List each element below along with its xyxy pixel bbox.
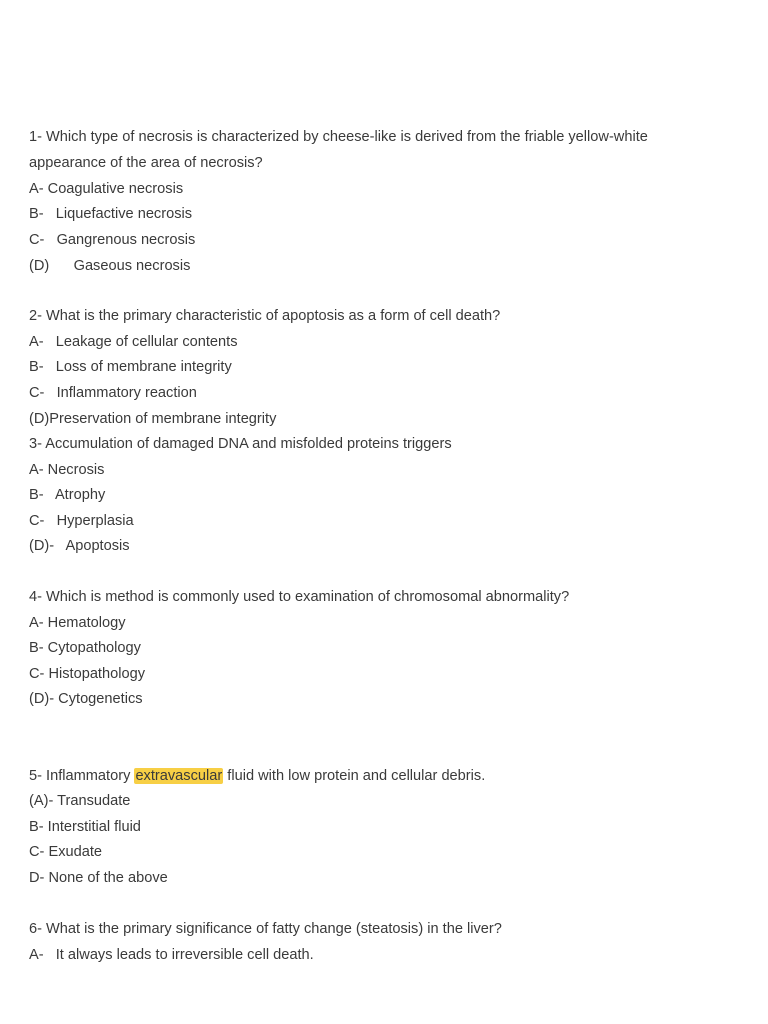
question-4-option-c: C- Histopathology [29, 666, 145, 682]
question-2-option-c: C- Inflammatory reaction [29, 385, 197, 401]
question-1-option-c: C- Gangrenous necrosis [29, 232, 196, 248]
question-4-option-a: A- Hematology [29, 615, 126, 631]
question-4-option-b: B- Cytopathology [29, 640, 141, 656]
question-5-stem [29, 767, 485, 785]
question-5-option-d: D- None of the above [29, 870, 168, 886]
question-6-option-a: A- It always leads to irreversible cell death. [29, 947, 314, 963]
question-4-stem: 4- Which is method is commonly used to examination of chromosomal abnormality? [29, 589, 570, 605]
question-3-option-c: C- Hyperplasia [29, 513, 134, 529]
question-3-option-b: B- Atrophy [29, 487, 106, 503]
question-2-option-a: A- Leakage of cellular contents [29, 334, 238, 350]
question-1-option-b: B- Liquefactive necrosis [29, 206, 193, 222]
question-1-stem-line-1: 1- Which type of necrosis is characterized by cheese-like is derived from the friable yellow-white [29, 129, 648, 145]
question-1-option-a: A- Coagulative necrosis [29, 181, 184, 197]
question-5-stem-after: fluid with low protein and cellular debris. [223, 768, 486, 784]
question-2-option-b: B- Loss of membrane integrity [29, 359, 232, 375]
question-3-option-a: A- Necrosis [29, 462, 105, 478]
question-5-stem-before: 5- Inflammatory [29, 768, 135, 784]
question-3-stem: 3- Accumulation of damaged DNA and misfolded proteins triggers [29, 436, 452, 452]
question-4-option-d: (D)- Cytogenetics [29, 691, 143, 707]
question-2-option-d: (D)Preservation of membrane integrity [29, 411, 277, 427]
question-1-stem-line-2: appearance of the area of necrosis? [29, 155, 263, 171]
question-3-option-d: (D)- Apoptosis [29, 538, 130, 554]
question-5-option-c: C- Exudate [29, 844, 103, 860]
highlighted-text: extravascular [135, 768, 223, 784]
question-5-option-b: B- Interstitial fluid [29, 819, 141, 835]
question-1-option-d: (D) Gaseous necrosis [29, 258, 191, 274]
question-6-stem: 6- What is the primary significance of fatty change (steatosis) in the liver? [29, 921, 502, 937]
question-5-option-a: (A)- Transudate [29, 793, 131, 809]
question-2-stem: 2- What is the primary characteristic of apoptosis as a form of cell death? [29, 308, 501, 324]
